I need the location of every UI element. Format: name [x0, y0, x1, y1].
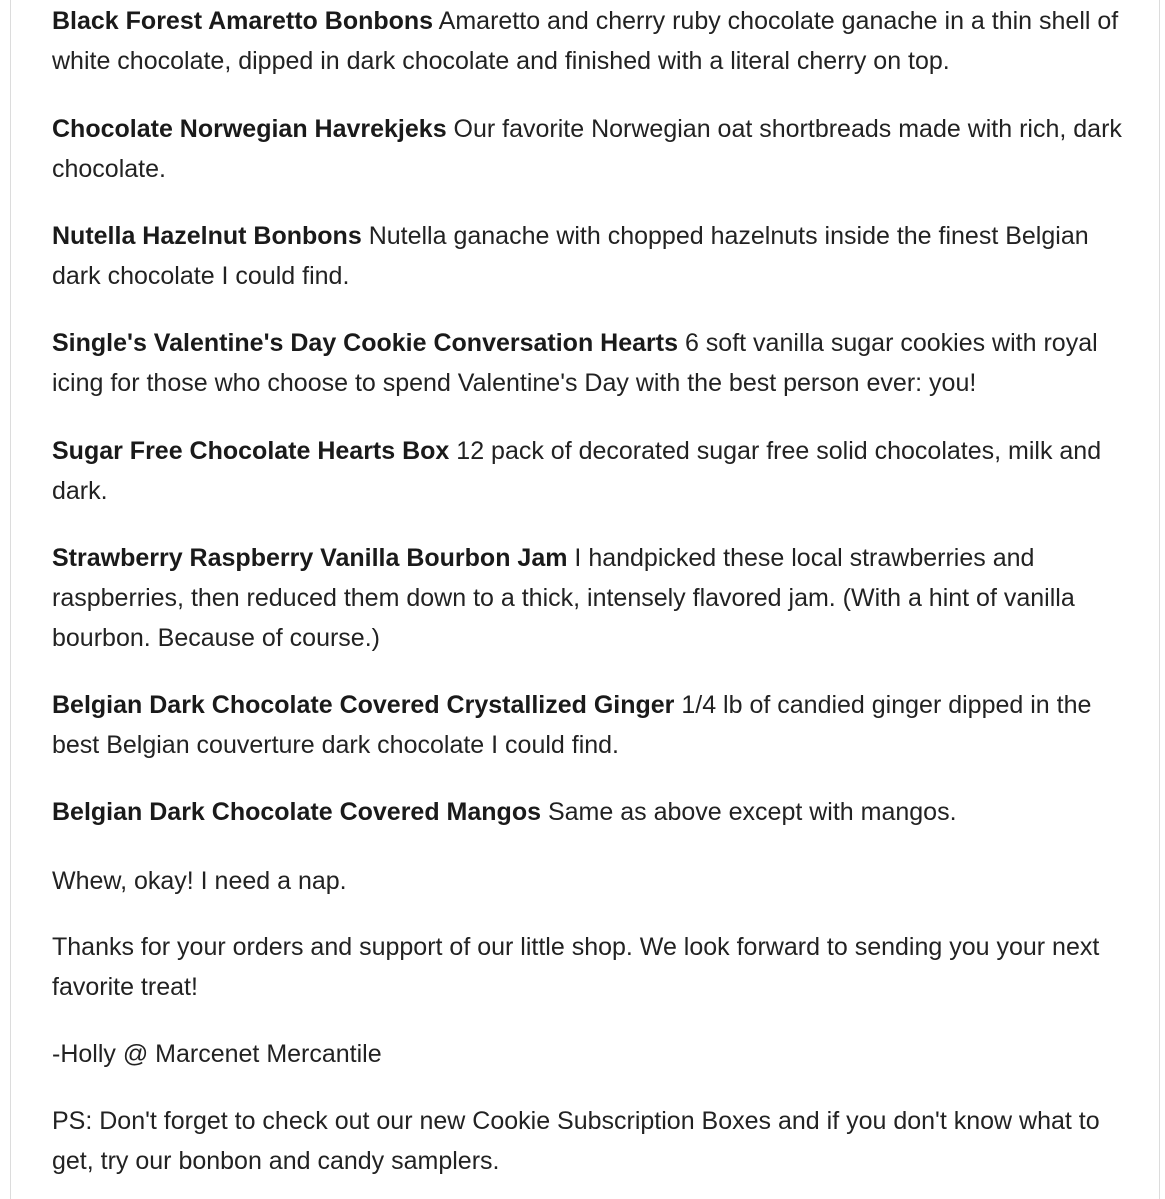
postscript: PS: Don't forget to check out our new Cookie Subscription Boxes and if you don't know what to get, try our bonbon and candy samplers. — [52, 1107, 1100, 1175]
product-name: Chocolate Norwegian Havrekjeks — [52, 115, 447, 143]
product-item — [52, 216, 1142, 296]
closing-thanks: Thanks for your orders and support of our little shop. We look forward to sending you your next favorite treat! — [52, 933, 1100, 1001]
product-name: Nutella Hazelnut Bonbons — [52, 222, 362, 250]
product-name: Sugar Free Chocolate Hearts Box — [52, 437, 450, 465]
product-description: 1/4 lb of candied ginger dipped in the best Belgian couverture dark chocolate I could find. — [52, 691, 1092, 759]
product-description: Amaretto and cherry ruby chocolate ganache in a thin shell of white chocolate, dipped in dark chocolate and finished with a literal cherry on top. — [52, 7, 1119, 75]
product-item — [52, 685, 1142, 765]
product-item — [52, 792, 1142, 832]
product-name: Belgian Dark Chocolate Covered Mangos — [52, 798, 542, 826]
product-name: Belgian Dark Chocolate Covered Crystallized Ginger — [52, 691, 675, 719]
product-description: 12 pack of decorated sugar free solid chocolates, milk and dark. — [52, 437, 1102, 505]
product-item — [52, 323, 1142, 403]
product-description: Nutella ganache with chopped hazelnuts inside the finest Belgian dark chocolate I could find. — [52, 222, 1089, 290]
product-name: Strawberry Raspberry Vanilla Bourbon Jam — [52, 544, 568, 572]
product-name: Single's Valentine's Day Cookie Conversation Hearts — [52, 329, 678, 357]
product-item — [52, 1, 1142, 81]
product-description: I handpicked these local strawberries and raspberries, then reduced them down to a thick, intensely flavored jam. (With a hint of vanilla bourbon. Because of course.) — [52, 544, 1075, 652]
product-item — [52, 431, 1142, 511]
signature: -Holly @ Marcenet Mercantile — [52, 1040, 382, 1068]
product-item — [52, 538, 1142, 658]
product-item — [52, 109, 1142, 189]
product-name: Black Forest Amaretto Bonbons — [52, 7, 434, 35]
product-description: Same as above except with mangos. — [547, 798, 957, 826]
product-description: 6 soft vanilla sugar cookies with royal icing for those who choose to spend Valentine's Day with the best person ever: you! — [52, 329, 1098, 397]
product-description: Our favorite Norwegian oat shortbreads made with rich, dark chocolate. — [52, 115, 1122, 183]
closing-whew: Whew, okay! I need a nap. — [52, 867, 347, 895]
